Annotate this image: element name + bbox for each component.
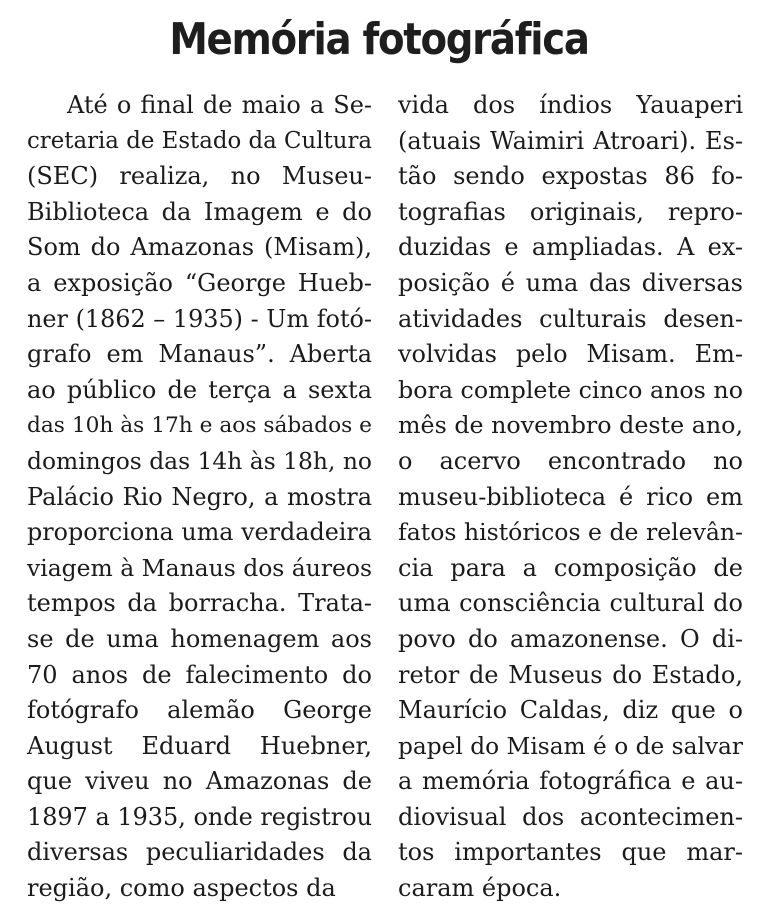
text-line: (atuais Waimiri Atroari). Es- [398,126,743,155]
text-line: mês de novembro deste ano, [398,411,744,440]
text-line: viagem à Manaus dos áureos [27,553,372,582]
text-line: a memória fotográfica e au- [398,767,743,796]
headline: Memória fotográfica [169,14,589,65]
text-line: vida dos índios Yauaperi [398,91,743,119]
text-line: a exposição “George Hueb- [27,268,372,297]
text-line: região, como aspectos da [27,874,336,903]
text-line: Biblioteca da Imagem e do [27,197,372,226]
text-line: proporciona uma verdadeira [27,518,372,547]
text-line: o acervo encontrado no [398,446,743,475]
text-line: Palácio Rio Negro, a mostra [27,482,372,511]
text-line: cia para a composição de [398,553,743,582]
text-line: bora complete cinco anos no [398,375,743,404]
text-line: retor de Museus do Estado, [398,660,743,689]
text-line: fotógrafo alemão George [27,696,372,725]
text-line: diversas peculiaridades da [27,838,372,867]
text-line: ner (1862 – 1935) - Um fotó- [27,304,372,333]
text-line: domingos das 14h às 18h, no [27,446,372,475]
text-line: tempos da borracha. Trata- [27,589,372,618]
text-line: ao público de terça a sexta [27,375,372,404]
text-line: diovisual dos acontecimen- [398,802,743,831]
text-line: tão sendo expostas 86 fo- [398,162,743,191]
text-line: povo do amazonense. O di- [398,624,743,653]
text-line: posição é uma das diversas [398,268,743,297]
text-line: caram época. [398,874,562,903]
text-line: que viveu no Amazonas de [27,767,372,796]
text-line: Até o final de maio a Se- [67,91,372,119]
text-line: duzidas e ampliadas. A ex- [398,233,743,262]
text-line: grafo em Manaus”. Aberta [27,340,372,369]
text-line: 70 anos de falecimento do [27,660,372,689]
text-line: fatos históricos e de relevân- [398,518,743,547]
text-line: uma consciência cultural do [398,589,743,618]
text-line: tografias originais, repro- [398,197,743,226]
text-line: tos importantes que mar- [398,838,743,867]
text-line: volvidas pelo Misam. Em- [398,340,743,369]
text-line: (SEC) realiza, no Museu- [27,162,372,191]
article-column-left [27,88,372,907]
text-line: se de uma homenagem aos [27,624,372,653]
text-line: atividades culturais desen- [398,304,743,333]
text-line: das 10h às 17h e aos sábados e [27,413,372,439]
text-line: museu-biblioteca é rico em [398,482,743,511]
text-line: August Eduard Huebner, [27,731,372,760]
text-line: Maurício Caldas, diz que o [398,696,743,725]
text-line: cretaria de Estado da Cultura [27,127,373,154]
text-line: Som do Amazonas (Misam), [27,233,372,262]
article-column-right [398,88,743,907]
text-line: papel do Misam é o de salvar [398,732,743,760]
text-line: 1897 a 1935, onde registrou [27,802,372,831]
